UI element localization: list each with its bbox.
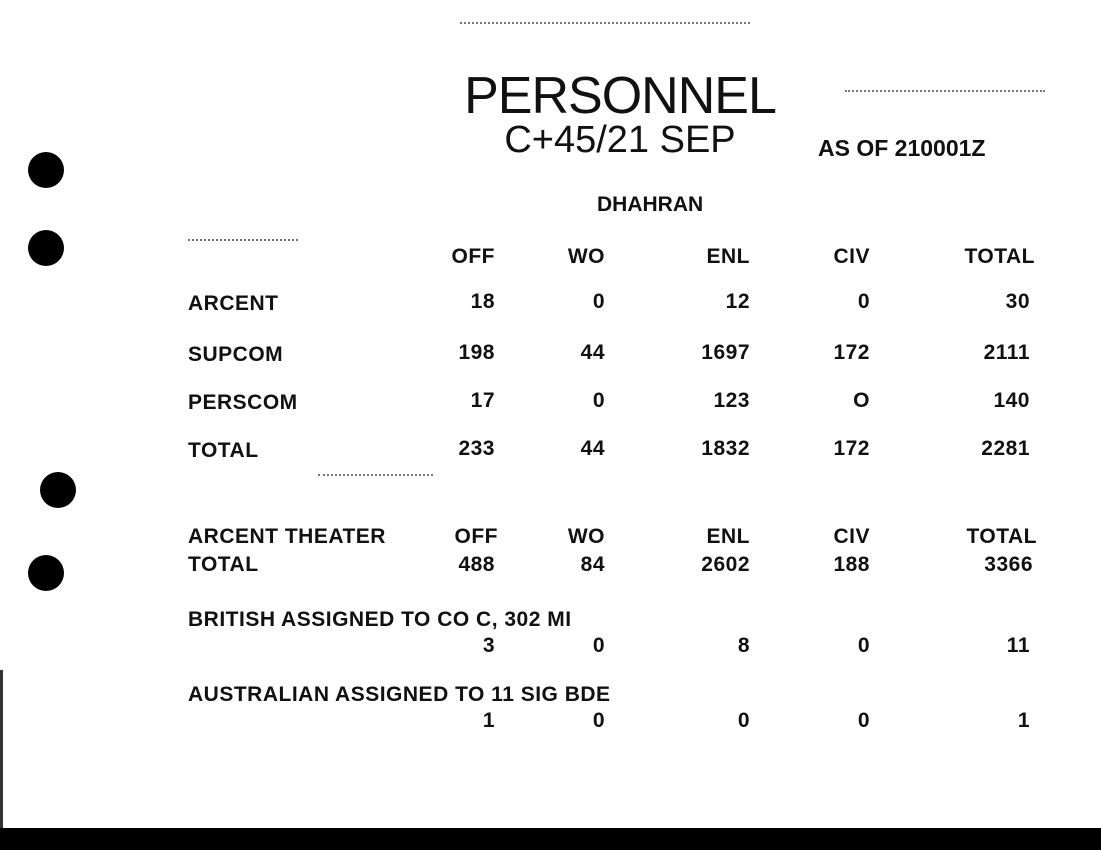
row-label-total: TOTAL	[188, 439, 259, 462]
theater-label: ARCENT THEATER	[188, 525, 386, 548]
cell-value: 0	[592, 389, 605, 412]
scan-speck	[318, 474, 433, 478]
cell-value: O	[853, 389, 870, 412]
cell-value: 140	[993, 389, 1030, 412]
british-assigned-label: BRITISH ASSIGNED TO CO C, 302 MI	[188, 608, 572, 631]
cell-value: 123	[713, 389, 750, 412]
cell-value: 2111	[983, 341, 1030, 364]
cell-value: 1697	[701, 341, 750, 364]
as-of-timestamp: AS OF 210001Z	[818, 135, 986, 161]
binder-hole	[28, 555, 64, 591]
cell-value: 233	[458, 437, 495, 460]
cell-value: 488	[458, 553, 495, 576]
cell-value: 0	[857, 634, 870, 657]
cell-value: 44	[580, 341, 605, 364]
binder-hole	[28, 230, 64, 266]
cell-value: 0	[737, 709, 750, 732]
cell-value: 84	[580, 553, 605, 576]
theater-column-civ: CIV	[833, 525, 870, 548]
scan-speck	[845, 90, 1045, 94]
column-header-total: TOTAL	[964, 245, 1035, 268]
column-header-off: OFF	[451, 245, 495, 268]
cell-value: 3366	[984, 553, 1033, 576]
theater-column-wo: WO	[567, 525, 605, 548]
cell-value: 18	[470, 290, 495, 313]
column-header-enl: ENL	[706, 245, 750, 268]
binder-hole	[28, 152, 64, 188]
australian-assigned-label: AUSTRALIAN ASSIGNED TO 11 SIG BDE	[188, 683, 611, 706]
cell-value: 0	[857, 709, 870, 732]
scan-border-band	[0, 828, 1101, 850]
cell-value: 0	[592, 709, 605, 732]
cell-value: 0	[592, 290, 605, 313]
cell-value: 2281	[981, 437, 1030, 460]
cell-value: 17	[470, 389, 495, 412]
theater-column-total: TOTAL	[966, 525, 1037, 548]
row-label-supcom: SUPCOM	[188, 343, 284, 366]
column-header-wo: WO	[567, 245, 605, 268]
cell-value: 1832	[701, 437, 750, 460]
scan-speck	[188, 239, 298, 243]
cell-value: 11	[1006, 634, 1030, 657]
theater-column-off: OFF	[454, 525, 498, 548]
cell-value: 3	[482, 634, 495, 657]
cell-value: 172	[833, 341, 870, 364]
cell-value: 1	[1017, 709, 1030, 732]
page-subtitle: C+45/21 SEP	[504, 119, 736, 161]
cell-value: 8	[737, 634, 750, 657]
cell-value: 2602	[701, 553, 750, 576]
page-title: PERSONNEL	[464, 67, 776, 125]
cell-value: 188	[833, 553, 870, 576]
cell-value: 0	[857, 290, 870, 313]
theater-total-label: TOTAL	[188, 553, 259, 576]
cell-value: 44	[580, 437, 605, 460]
cell-value: 198	[458, 341, 495, 364]
cell-value: 12	[725, 290, 750, 313]
column-header-civ: CIV	[833, 245, 870, 268]
row-label-perscom: PERSCOM	[188, 391, 298, 414]
theater-column-enl: ENL	[706, 525, 750, 548]
cell-value: 1	[482, 709, 495, 732]
page-edge	[0, 670, 3, 828]
binder-hole	[40, 472, 76, 508]
row-label-arcent: ARCENT	[188, 292, 279, 315]
cell-value: 30	[1005, 290, 1030, 313]
cell-value: 0	[592, 634, 605, 657]
scan-speck	[460, 22, 750, 26]
cell-value: 172	[833, 437, 870, 460]
location-heading: DHAHRAN	[597, 193, 704, 216]
